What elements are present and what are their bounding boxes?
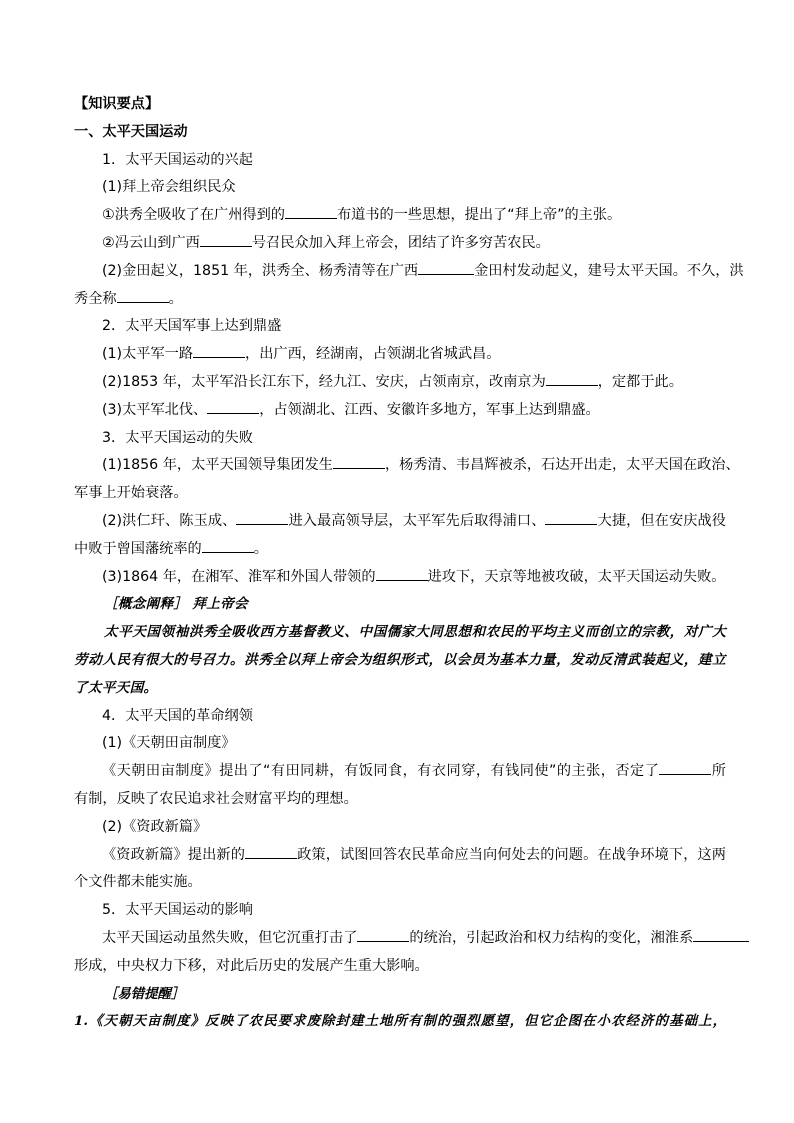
paragraph-line: (1)太平军一路 ，出广西，经湖南，占领湖北省城武昌。 — [102, 346, 501, 363]
paragraph-line: (3)太平军北伐、 ，占领湖北、江西、安徽许多地方，军事上达到鼎盛。 — [102, 401, 600, 418]
fill-blank — [418, 262, 474, 275]
tip-text: 1.《天朝天亩制度》反映了农民要求废除封建土地所有制的强烈愿望，但它企图在小农经济的基础上， — [74, 1013, 726, 1030]
fill-blank — [117, 290, 169, 303]
tip-heading: ［易错提醒］ — [104, 985, 185, 1002]
fill-blank — [333, 456, 385, 469]
point-title: (1)拜上帝会组织民众 — [102, 179, 236, 196]
concept-heading: ［概念阐释］ 拜上帝会 — [104, 596, 248, 613]
fill-blank — [545, 512, 597, 525]
section-header: 【知识要点】 — [74, 96, 160, 112]
fill-blank — [236, 512, 288, 525]
fill-blank — [659, 762, 711, 775]
paragraph-line: 有制，反映了农民追求社会财富平均的理想。 — [74, 790, 358, 807]
paragraph-line: 《资政新篇》提出新的 政策，试图回答农民革命应当向何处去的问题。在战争环境下，这两 — [102, 846, 726, 863]
point-title: (2)《资政新篇》 — [102, 818, 208, 835]
paragraph-line: (2)洪仁玕、陈玉成、 进入最高领导层，太平军先后取得浦口、 大捷，但在安庆战役 — [102, 512, 726, 529]
fill-blank — [193, 345, 245, 358]
fill-blank — [285, 206, 337, 219]
paragraph-line: 个文件都未能实施。 — [74, 874, 202, 891]
subsection-title-4: 4．太平天国的革命纲领 — [102, 707, 253, 724]
paragraph-line: (3)1864 年，在湘军、淮军和外国人带领的 进攻下，天京等地被攻破，太平天国运动失败。 — [102, 568, 726, 585]
fill-blank — [357, 929, 409, 942]
fill-blank — [546, 373, 598, 386]
subsection-title-5: 5．太平天国运动的影响 — [102, 902, 253, 919]
paragraph-line: ①洪秀全吸收了在广州得到的 布道书的一些思想，提出了“拜上帝”的主张。 — [102, 207, 622, 224]
point-title: (1)《天朝田亩制度》 — [102, 735, 236, 752]
paragraph-line: (1)1856 年，太平天国领导集团发生 ，杨秀清、韦昌辉被杀，石达开出走，太平天国在政治、 — [102, 457, 740, 474]
fill-blank — [376, 568, 428, 581]
paragraph-line: 太平天国运动虽然失败，但它沉重打击了 的统治，引起政治和权力结构的变化，湘淮系 — [74, 925, 726, 953]
concept-text: 了太平天国。 — [74, 679, 158, 696]
paragraph-line: 军事上开始衰落。 — [74, 485, 188, 502]
fill-blank — [693, 929, 749, 942]
paragraph-line: 秀全称 。 — [74, 290, 183, 307]
paragraph-line: 中败于曾国藩统率的 。 — [74, 540, 268, 557]
fill-blank — [202, 540, 254, 553]
subsection-title-1: 1．太平天国运动的兴起 — [102, 151, 253, 168]
paragraph-line: 《天朝田亩制度》提出了“有田同耕，有饭同食，有衣同穿，有钱同使”的主张，否定了 所 — [102, 763, 726, 780]
subsection-title-2: 2．太平天国军事上达到鼎盛 — [102, 318, 282, 335]
paragraph-line: (2)1853 年，太平军沿长江东下，经九江、安庆，占领南京，改南京为 ，定都于此。 — [102, 373, 683, 390]
paragraph-line: (2)金田起义，1851 年，洪秀全、杨秀清等在广西 金田村发动起义，建号太平天国。不久，洪 — [102, 262, 744, 279]
concept-text: 太平天国领袖洪秀全吸收西方基督教义、中国儒家大同思想和农民的平均主义而创立的宗教，对广大 — [104, 624, 726, 641]
section-title: 一、太平天国运动 — [74, 123, 188, 140]
paragraph-line: 形成，中央权力下移，对此后历史的发展产生重大影响。 — [74, 957, 429, 974]
fill-blank — [245, 846, 297, 859]
concept-text: 劳动人民有很大的号召力。洪秀全以拜上帝会为组织形式，以会员为基本力量，发动反清武装起义，建立 — [74, 651, 726, 668]
paragraph-line: ②冯云山到广西 号召民众加入拜上帝会，团结了许多穷苦农民。 — [102, 234, 550, 251]
document-content — [74, 91, 744, 1036]
fill-blank — [200, 234, 252, 247]
subsection-title-3: 3．太平天国运动的失败 — [102, 429, 253, 446]
fill-blank — [207, 401, 259, 414]
